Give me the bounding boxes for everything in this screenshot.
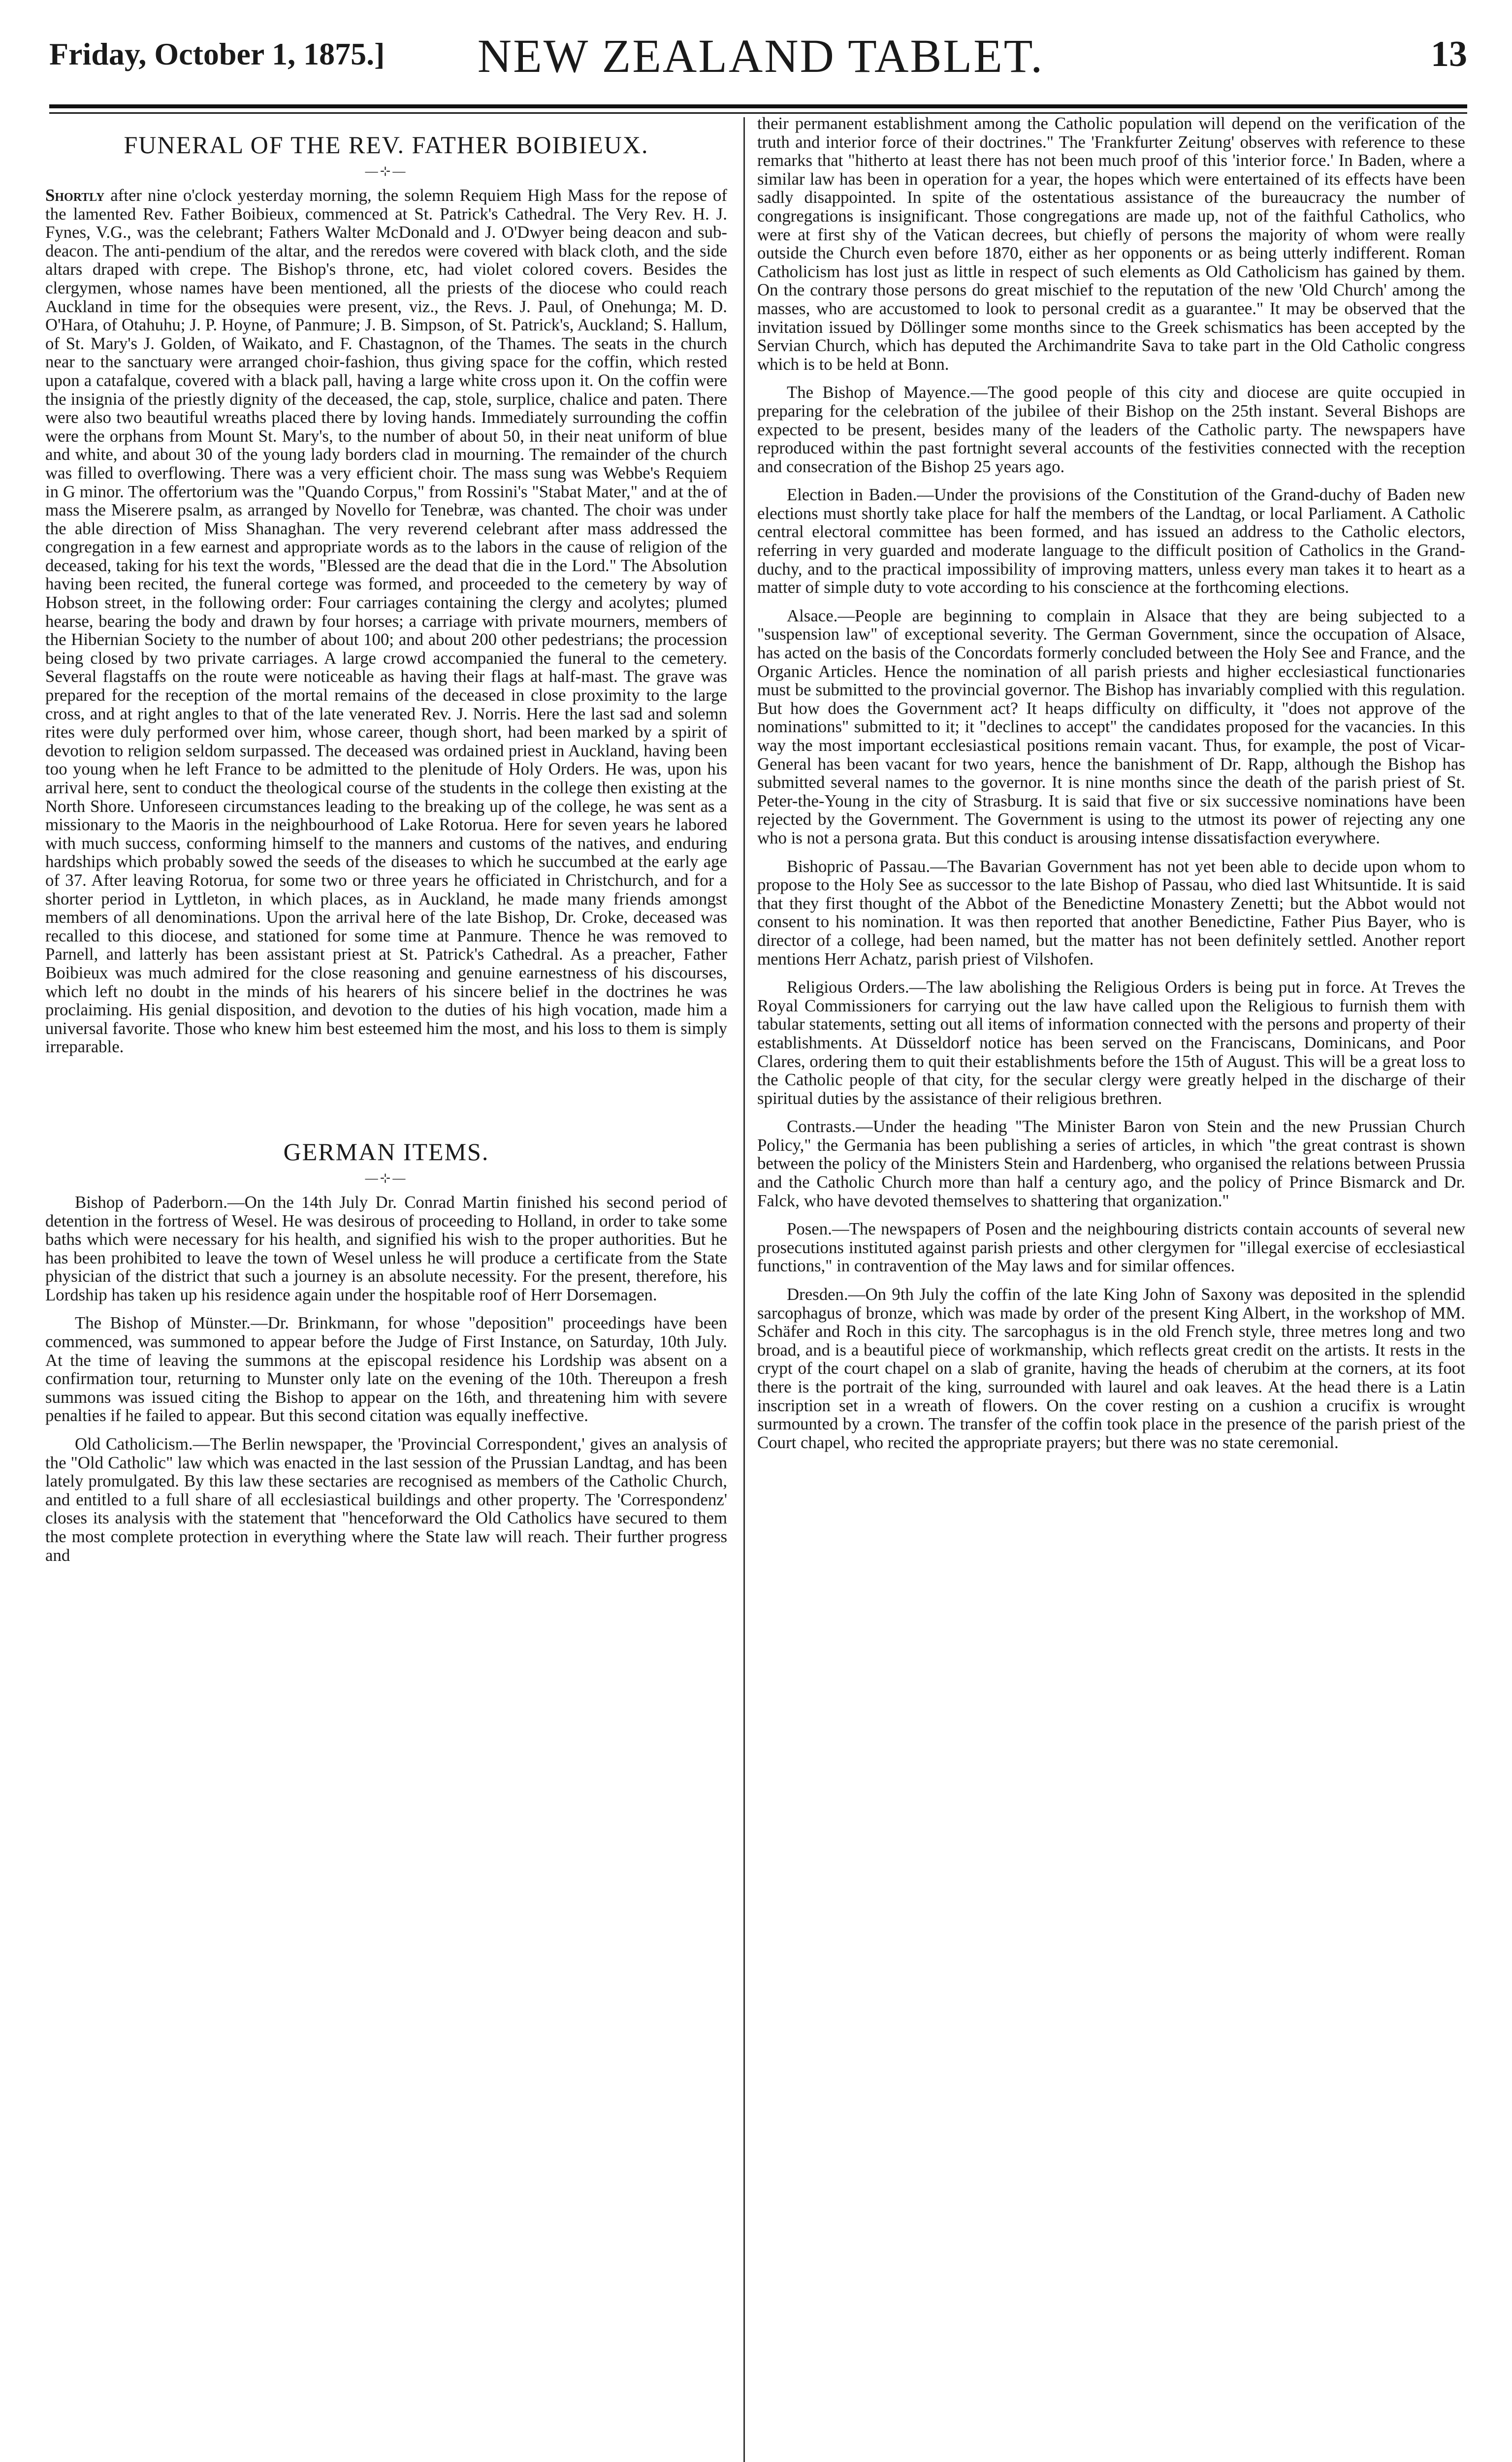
right-column: [757, 114, 1465, 2462]
article-paragraph: Bishop of Paderborn.—On the 14th July Dr. Conrad Martin finished his second period of detention in the fortress of Wesel. He was desirous of proceeding to Holland, in order to take some baths which were necessary for his health, and signified his wish to the proper authorities. But he has been prohibited to leave the town of Wesel unless he will produce a certificate from the State physician of the district that such a journey is an absolute necessity. For the present, therefore, his Lordship has taken up his residence again under the hospitable roof of Herr Dorsemagen.: [45, 1192, 727, 1304]
header-rule-thin: [49, 112, 1467, 114]
article-paragraph: Alsace.—People are beginning to complain in Alsace that they are being subjected to a "suspension law" of exceptional severity. The German Government, since the occupation of Alsace, has acted on the basis of the Concordats formerly concluded between the Holy See and France, and the Organic Articles. Hence the nomination of all parish priests and higher ecclesiastical functionaries must be submitted to the provincial governor. The Bishop has invariably complied with this regulation. But how does the Government act? It heaps difficulty on difficulty, it "does not approve of the nominations" submitted to it; it "declines to accept" the candidates proposed for the vacancies. In this way the most important ecclesiastical positions remain vacant. Thus, for example, the post of Vicar-General has been vacant for two years, hence the banishment of Dr. Rapp, although the Bishop has submitted several names to the governor. It is nine months since the death of the parish priest of St. Peter-the-Young in the city of Strasburg. It is said that five or six successive nominations have been rejected by the Government. The Government is using to the utmost its power of rejecting any one who is not a persona grata. But this conduct is arousing intense dissatisfaction everywhere.: [757, 606, 1465, 847]
masthead-title: NEW ZEALAND TABLET.: [477, 30, 1044, 82]
funeral-article-body: [45, 186, 727, 1056]
article-paragraph: Religious Orders.—The law abolishing the Religious Orders is being put in force. At Treves the Royal Commissioners for carrying out the law have called upon the Religious to furnish them with tabular statements, setting out all items of information connected with the persons and property of their establishments. At Düsseldorf notice has been served on the Franciscans, Dominicans, and Poor Clares, ordering them to quit their establishments before the 15th of August. This will be a great loss to the Catholic people of that city, for the secular clergy were greatly helped in the discharge of their spiritual duties by the assistance of their religious brethren.: [757, 977, 1465, 1108]
article-paragraph: Election in Baden.—Under the provisions of the Constitution of the Grand-duchy of Baden new elections must shortly take place for half the members of the Landtag, or local Parliament. A Catholic central electoral committee has been formed, and has issued an address to the Catholic electors, referring in very guarded and moderate language to the difficult position of Catholics in the Grand-duchy, and to the practical impossibility of improving matters, unless every man takes it to heart as a matter of simple duty to vote according to his conscience at the forthcoming elections.: [757, 485, 1465, 597]
article-paragraph: their permanent establishment among the Catholic population will depend on the verification of the truth and interior force of their doctrines." The 'Frankfurter Zeitung' observes with reference to these remarks that "hitherto at least there has not been much proof of this 'interior force.' In Baden, where a similar law has been in operation for a year, the hopes which were entertained of its effects have been sadly disappointed. In spite of the ostentatious assistance of the bureaucracy the number of congregations is insignificant. Those congregations are made up, not of the faithful Catholics, who were at first shy of the Vatican decrees, but chiefly of persons the majority of whom were really outside the Church even before 1870, either as her opponents or as being utterly indifferent. Roman Catholicism has lost just as little in respect of such elements as Old Catholicism has gained by them. On the contrary those persons do great mischief to the reputation of the new 'Old Church' among the masses, who are accustomed to look to personal credit as a guarantee." It may be observed that the invitation issued by Döllinger some months since to the Greek schismatics has been accepted by the Servian Church, which has deputed the Archimandrite Sava to take part in the Old Catholic congress which is to be held at Bonn.: [757, 114, 1465, 374]
funeral-paragraph: after nine o'clock yesterday morning, the solemn Requiem High Mass for the repose of the lamented Rev. Father Boibieux, commenced at St. Patrick's Cathedral. The Very Rev. H. J. Fynes, V.G., was the celebrant; Fathers Walter McDonald and J. O'Dwyer being deacon and sub-deacon. The anti-pendium of the altar, and the reredos were covered with black cloth, and the side altars draped with crepe. The Bishop's throne, etc, had violet colored covers. Besides the clergymen, whose names have been mentioned, all the priests of the diocese who could reach Auckland in time for the obsequies were present, viz., the Revs. J. Paul, of Onehunga; M. D. O'Hara, of Otahuhu; J. P. Hoyne, of Panmure; J. B. Simpson, of St. Patrick's, Auckland; S. Hallum, of St. Mary's J. Golden, of Waikato, and F. Chastagnon, of the Thames. The seats in the church near to the sanctuary were arranged choir-fashion, thus giving space for the coffin, which rested upon a catafalque, covered with a black pall, having a large white cross upon it. On the coffin were the insignia of the priestly dignity of the deceased, the cap, stole, surplice, chalice and paten. There were also two beautiful wreaths placed there by loving hands. Immediately surrounding the coffin were the orphans from Mount St. Mary's, to the number of about 50, in their neat uniform of blue and white, and about 30 of the young lady borders clad in mourning. The remainder of the church was filled to overflowing. There was a very efficient choir. The mass sung was Webbe's Requiem in G minor. The offertorium was the "Quando Corpus," from Rossini's "Stabat Mater," and at the of mass the Miserere psalm, as arranged by Novello for Tenebræ, was chanted. The choir was under the able direction of Miss Shanaghan. The very reverend celebrant after mass addressed the congregation in a few earnest and appropriate words as to the labors in the cause of religion of the deceased, taking for his text the words, "Blessed are the dead that die in the Lord." The Absolution having been recited, the funeral cortege was formed, and proceeded to the cemetery by way of Hobson street, in the following order: Four carriages containing the clergy and acolytes; plumed hearse, bearing the body and drawn by four horses; a carriage with private mourners, members of the Hibernian Society to the number of about 100; and about 200 other pedestrians; the procession being closed by two private carriages. A large crowd accompanied the funeral to the cemetery. Several flagstaffs on the route were noticeable as having their flags at half-mast. The grave was prepared for the reception of the mortal remains of the deceased in close proximity to the large cross, and at right angles to that of the late venerated Rev. J. Norris. Here the last sad and solemn rites were duly performed over him, whose career, though short, had been marked by a spirit of devotion to religion seldom surpassed. The deceased was ordained priest in Auckland, having been too young when he left France to be admitted to the plenitude of Holy Orders. He was, upon his arrival here, sent to conduct the theological course of the students in the college then existing at the North Shore. Unforeseen circumstances leading to the breaking up of the college, he was sent as a missionary to the Maoris in the neighbourhood of Lake Rotorua. Here for seven years he labored with much success, conforming himself to the manners and customs of the natives, and enduring hardships which probably sowed the seeds of the diseases to which he succumbed at the early age of 37. After leaving Rotorua, for some two or three years he officiated in Christchurch, and for a shorter period in Lyttleton, in which places, as in Auckland, he made many friends amongst members of all denominations. Upon the arrival here of the late Bishop, Dr. Croke, deceased was recalled to this diocese, and stationed for some time at Panmure. Thence he was removed to Parnell, and latterly has been assistant priest at St. Patrick's Cathedral. As a preacher, Father Boibieux was much admired for the close reasoning and genuine earnestness of his discourses, which left no doubt in the minds of his hearers of his sincere belief in the doctrines he was proclaiming. His genial disposition, and devotion to the duties of his high vocation, made him a universal favorite. Those who knew him best esteemed him the most, and his loss to them is simply irreparable.: [45, 186, 727, 1057]
article-paragraph: Old Catholicism.—The Berlin newspaper, the 'Provincial Correspondent,' gives an analysis of the "Old Catholic" law which was enacted in the last session of the Prussian Landtag, and has been lately promulgated. By this law these sectaries are recognised as members of the Catholic Church, and entitled to a full share of all ecclesiastical buildings and other property. The 'Correspondenz' closes its analysis with the statement that "henceforward the Old Catholics have secured to them the most complete protection in everything where the State law will reach. Their further progress and: [45, 1434, 727, 1565]
article-paragraph: Posen.—The newspapers of Posen and the neighbouring districts contain accounts of several new prosecutions instituted against parish priests and other clergymen for "illegal exercise of ecclesiastical functions," in contravention of the May laws and for similar offences.: [757, 1219, 1465, 1276]
article-paragraph: The Bishop of Mayence.—The good people of this city and diocese are quite occupied in preparing for the celebration of the jubilee of their Bishop on the 25th instant. Several Bishops are expected to be present, besides many of the leaders of the Catholic party. The newspapers have reproduced within the past fortnight several accounts of the festivities connected with the reception and consecration of the Bishop 25 years ago.: [757, 383, 1465, 476]
article-paragraph: Contrasts.—Under the heading "The Minister Baron von Stein and the new Prussian Church Policy," the Germania has been publishing a series of articles, in which "the great contrast is shown between the policy of the Ministers Stein and Hardenberg, who organised the relations between Prussia and the Catholic Church more than half a century ago, and the policy of Prince Bismarck and Dr. Falck, who have devoted themselves to shattering that organization.": [757, 1117, 1465, 1210]
funeral-article-title: FUNERAL OF THE REV. FATHER BOIBIEUX.: [124, 131, 649, 159]
article-paragraph: Bishopric of Passau.—The Bavarian Government has not yet been able to decide upon whom to propose to the Holy See as successor to the late Bishop of Passau, who died last Whitsuntide. It is said that they first thought of the Abbot of the Benedictine Monastery Zenetti; but the Abbot would not consent to his nomination. It was then reported that another Benedictine, Father Pius Bayer, who is director of a college, had been named, but the matter has not been definitely settled. Another report mentions Herr Achatz, parish priest of Vilshofen.: [757, 856, 1465, 969]
page-number: 13: [1431, 34, 1467, 74]
article-paragraph: Dresden.—On 9th July the coffin of the late King John of Saxony was deposited in the splendid sarcophagus of bronze, which was made by order of the present King Albert, in the workshop of MM. Schäfer and Roch in this city. The sarcophagus is in the old French style, three metres long and two broad, and is a beautiful piece of workmanship, which reflects great credit on the artists. It rests in the crypt of the court chapel on a slab of granite, having the heads of cherubim at the corners, at its foot there is the portrait of the king, surrounded with laurel and oak leaves. At the head there is a Latin inscription set in a wreath of flowers. On the cover resting on a cushion a crucifix is wrought surmounted by a crown. The transfer of the coffin took place in the presence of the parish priest of the Court chapel, who recited the appropriate prayers; but there was no state ceremonial.: [757, 1285, 1465, 1452]
article-paragraph: The Bishop of Münster.—Dr. Brinkmann, for whose "deposition" proceedings have been commenced, was summoned to appear before the Judge of First Instance, on Saturday, 10th July. At the time of leaving the summons at the episcopal residence his Lordship was absent on a confirmation tour, returning to Munster only late on the evening of the 10th. Thereupon a fresh summons was issued citing the Bishop to appear on the 16th, and threatening him with severe penalties if he failed to appear. But this second citation was equally ineffective.: [45, 1313, 727, 1425]
german-items-title: GERMAN ITEMS.: [283, 1137, 489, 1166]
title-ornament: —⊹—: [365, 1170, 408, 1185]
column-divider: [743, 117, 745, 2462]
left-column: [45, 123, 727, 2462]
section-spacer: [45, 1056, 727, 1130]
header-rule-thick: [49, 104, 1467, 108]
lead-word: Shortly: [45, 186, 105, 205]
title-ornament: —⊹—: [365, 164, 408, 178]
issue-date: Friday, October 1, 1875.]: [49, 36, 385, 71]
page-header: [49, 9, 1472, 107]
